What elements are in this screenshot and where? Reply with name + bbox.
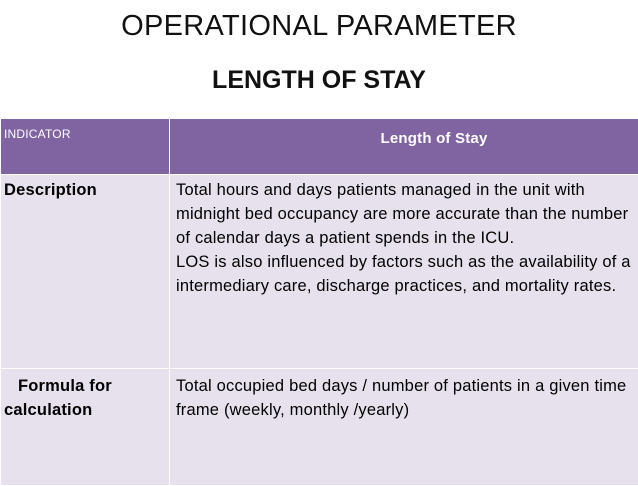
formula-text: Total occupied bed days / number of patients in a given time frame (weekly, monthly /yearly) bbox=[170, 369, 638, 486]
description-text bbox=[170, 175, 638, 369]
formula-label-line-1: Formula for bbox=[4, 374, 112, 398]
formula-label bbox=[1, 369, 170, 486]
table-row bbox=[1, 369, 638, 486]
description-paragraph: LOS is also influenced by factors such as the availability of a intermediary care, discharge practices, and mortality rates. bbox=[176, 250, 634, 298]
description-paragraph: Total hours and days patients managed in the unit with midnight bed occupancy are more accurate than the number of calendar days a patient spends in the ICU. bbox=[176, 178, 634, 250]
slide-title: OPERATIONAL PARAMETER bbox=[0, 10, 638, 43]
description-label: Description bbox=[1, 175, 170, 369]
table-header-row bbox=[1, 119, 638, 175]
table-row bbox=[1, 175, 638, 369]
parameter-table bbox=[0, 118, 638, 486]
slide-subtitle: LENGTH OF STAY bbox=[0, 66, 638, 95]
indicator-value-cell: Length of Stay bbox=[170, 119, 638, 175]
indicator-label-cell: INDICATOR bbox=[1, 119, 170, 175]
formula-label-line-2: calculation bbox=[4, 401, 92, 419]
